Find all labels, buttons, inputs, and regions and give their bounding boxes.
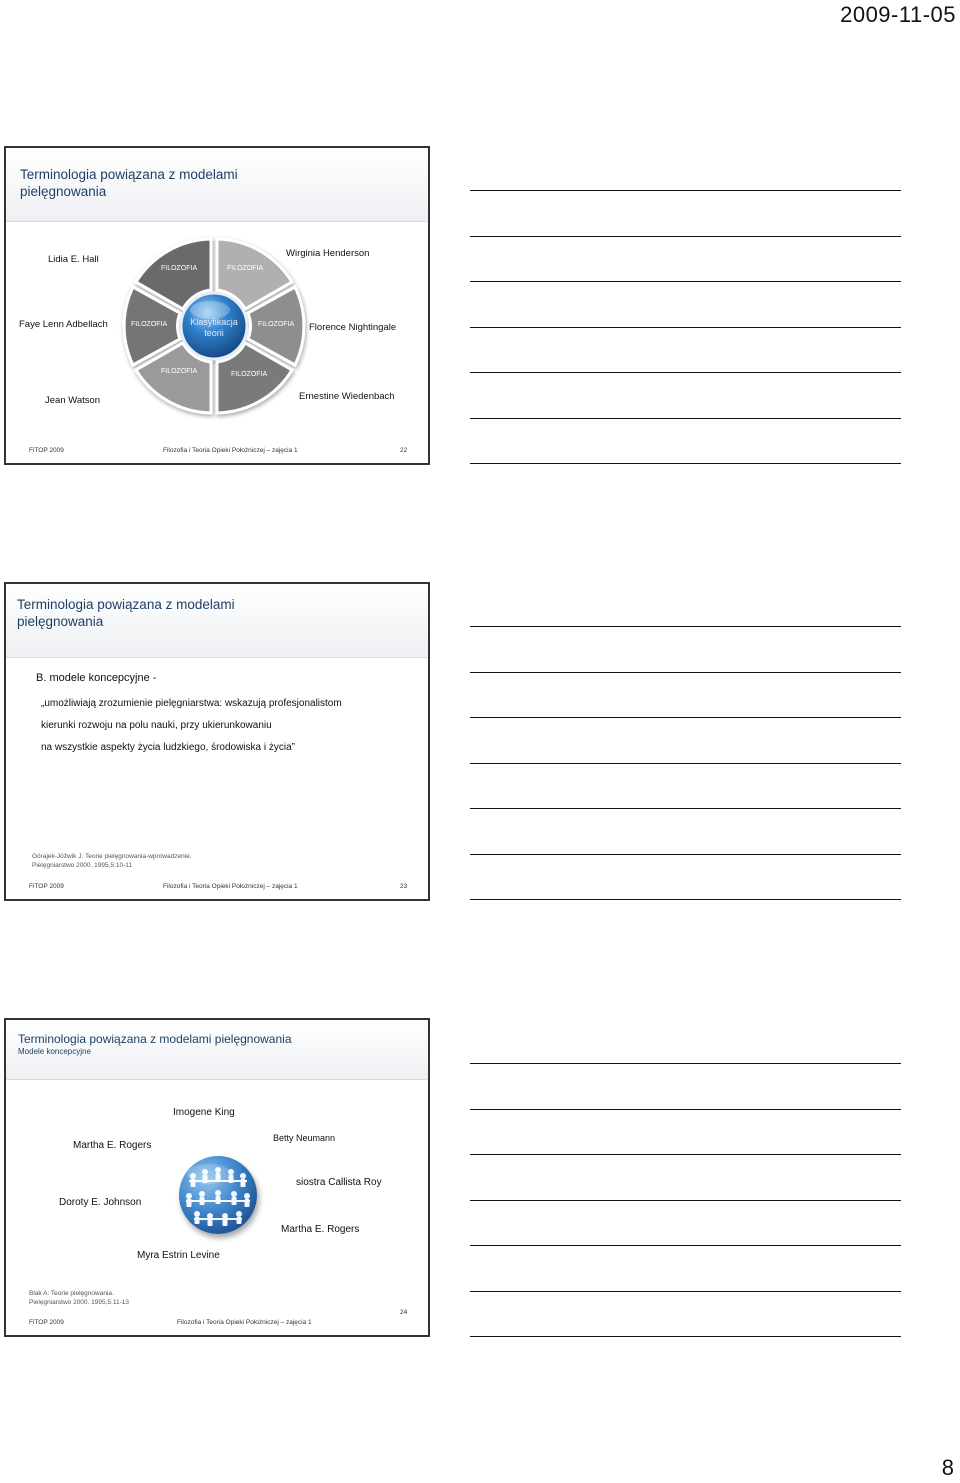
name-doroty-johnson: Doroty E. Johnson xyxy=(59,1197,142,1208)
name-martha-rogers-right: Martha E. Rogers xyxy=(281,1224,360,1235)
page-number: 8 xyxy=(941,1455,954,1480)
theory-wheel xyxy=(6,148,430,465)
wheel-center-label: Klasyfikacja teorii xyxy=(190,317,238,338)
slide-subtitle: Modele koncepcyjne xyxy=(18,1047,91,1056)
reference: Blak A: Teorie pielęgnowania. Pielęgniarstwo 2000. 1995,5:11-13 xyxy=(29,1290,129,1306)
name-callista-roy: siostra Callista Roy xyxy=(296,1177,382,1188)
segment-label-bottom-left: FILOZOFIA xyxy=(161,368,198,375)
page-date: 2009-11-05 xyxy=(840,2,956,27)
name-martha-rogers-left: Martha E. Rogers xyxy=(73,1140,152,1151)
slide-title: Terminologia powiązana z modelami pielęgnowania xyxy=(17,597,235,629)
reference: Górajek-Jóźwik J: Teorie pielęgnowania-wprowadzenie. Pielęgniarstwo 2000. 1995,5:10-11 xyxy=(32,853,192,869)
segment-label-left: FILOZOFIA xyxy=(131,321,168,328)
body-line-1: „umożliwiają zrozumienie pielęgniarstwa: wskazują profesjonalistom xyxy=(41,698,342,709)
section-heading: B. modele koncepcyjne - xyxy=(36,672,157,684)
name-betty-neumann: Betty Neumann xyxy=(273,1133,336,1143)
segment-label-top-right: FILOZOFIA xyxy=(227,265,264,272)
segment-label-top-left: FILOZOFIA xyxy=(161,265,198,272)
slide-footer: FiTOP 2009 Filozofia i Teoria Opieki Położniczej – zajęcia 1 22 xyxy=(29,447,408,454)
slide-footer: FiTOP 2009 Filozofia i Teoria Opieki Położniczej – zajęcia 1 24 xyxy=(29,1309,408,1326)
slide-title: Terminologia powiązana z modelami pielęgnowania xyxy=(20,167,238,199)
name-imogene-king: Imogene King xyxy=(173,1107,235,1118)
body-line-2: kierunki rozwoju na polu nauki, przy ukierunkowaniu xyxy=(41,720,272,731)
name-florence-nightingale: Florence Nightingale xyxy=(309,322,397,333)
name-wirginia-henderson: Wirginia Henderson xyxy=(286,248,370,259)
slide-footer: FiTOP 2009 Filozofia i Teoria Opieki Położniczej – zajęcia 1 23 xyxy=(29,883,408,890)
paper-people-row-middle xyxy=(186,1190,250,1207)
name-jean-watson: Jean Watson xyxy=(45,395,101,406)
segment-label-bottom-right: FILOZOFIA xyxy=(231,371,268,378)
name-myra-levine: Myra Estrin Levine xyxy=(137,1250,220,1261)
body-line-3: na wszystkie aspekty życia ludzkiego, środowiska i życia” xyxy=(41,742,295,753)
segment-label-right: FILOZOFIA xyxy=(258,321,295,328)
paper-people-row-bottom xyxy=(194,1211,242,1226)
name-lidia-hall: Lidia E. Hall xyxy=(48,254,99,265)
people-globe-image xyxy=(179,1156,257,1234)
slide-title: Terminologia powiązana z modelami pielęgnowania xyxy=(18,1032,292,1046)
name-ernestine-wiedenbach: Ernestine Wiedenbach xyxy=(299,391,395,402)
slide-24 xyxy=(4,1018,430,1337)
slide-23 xyxy=(4,582,430,901)
slide-22 xyxy=(4,146,430,465)
name-faye-adbellach: Faye Lenn Adbellach xyxy=(19,319,108,330)
